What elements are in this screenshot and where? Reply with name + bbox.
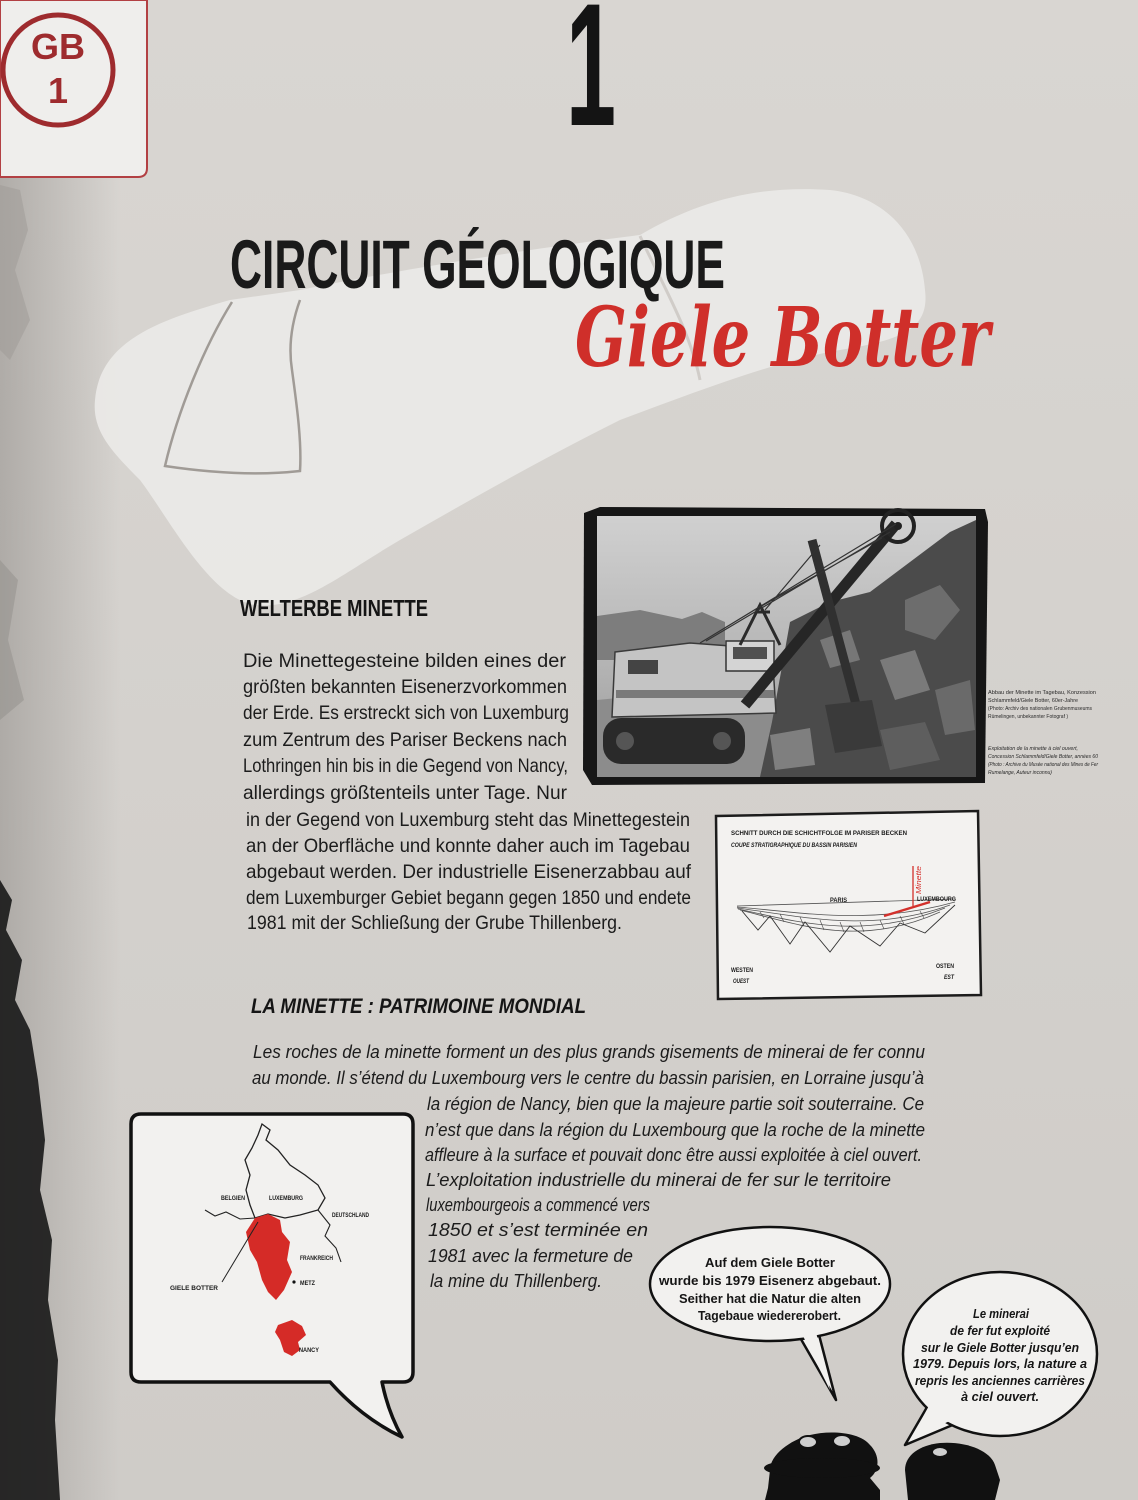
- paragraph-line: in der Gegend von Luxemburg steht das Minettegestein: [246, 809, 690, 831]
- bubble-line: Le minerai: [973, 1307, 1030, 1321]
- paragraph-line: L’exploitation industrielle du minerai de fer sur le territoire: [426, 1169, 891, 1190]
- bubble-line: repris les anciennes carrières: [915, 1374, 1086, 1388]
- paragraph-line: Lothringen hin bis in die Gegend von Nancy,: [243, 755, 568, 777]
- caption-line: Schlammfeld/Giele Botter, 60er-Jahre: [988, 698, 1078, 704]
- excavator-wheel: [616, 732, 634, 750]
- map-label-giele-botter: GIELE BOTTER: [170, 1286, 219, 1292]
- figure-left-hat-brim: [764, 1458, 880, 1478]
- paragraph-line: luxembourgeois a commencé vers: [426, 1194, 650, 1215]
- bubble-line: à ciel ouvert.: [961, 1390, 1039, 1404]
- paragraph-line: zum Zentrum des Pariser Beckens nach: [243, 729, 567, 751]
- badge-card: [0, 0, 147, 177]
- paragraph-line: 1981 avec la fermeture de: [428, 1245, 633, 1266]
- paragraph-line: affleure à la surface et pouvait donc être aussi exploitée à ciel ouvert.: [425, 1144, 922, 1165]
- caption-line: (Photo : Archive du Musée national des Mines de Fer: [988, 762, 1099, 768]
- stratigraphy-diagram: [716, 811, 981, 999]
- bubble-line: 1979. Depuis lors, la nature a: [913, 1357, 1088, 1371]
- west-label-de: WESTEN: [731, 967, 754, 974]
- caption-line: Exploitation de la minette à ciel ouvert,: [988, 746, 1078, 752]
- section-heading-fr: LA MINETTE : PATRIMOINE MONDIAL: [251, 995, 586, 1018]
- map-label-belgien: BELGIEN: [221, 1196, 245, 1202]
- bubble-line: Auf dem Giele Botter: [705, 1256, 836, 1270]
- badge-code: GB: [31, 26, 85, 67]
- figure-left-goggle: [833, 1435, 851, 1447]
- paragraph-line: au monde. Il s’étend du Luxembourg vers le centre du bassin parisien, en Lorraine jusqu’à: [252, 1067, 924, 1088]
- excavator-cab-window: [733, 647, 767, 659]
- paragraph-line: abgebaut werden. Der industrielle Eisenerzabbau auf: [246, 861, 692, 883]
- title-script: Giele Botter: [575, 290, 995, 386]
- figure-right-goggle: [932, 1447, 948, 1457]
- bubble-line: Tagebaue wiedererobert.: [698, 1309, 841, 1323]
- east-label-fr: EST: [944, 974, 956, 981]
- minette-label: Minette: [916, 871, 923, 894]
- excavator-window: [628, 660, 658, 674]
- title-main: CIRCUIT GÉOLOGIQUE: [230, 226, 725, 303]
- paragraph-line: la région de Nancy, bien que la majeure partie soit souterraine. Ce: [427, 1093, 924, 1114]
- caption-line: Rümelingen, unbekannter Fotograf ): [988, 714, 1069, 720]
- luxembourg-label: LUXEMBOURG: [917, 896, 957, 903]
- paris-label: PARIS: [830, 897, 847, 904]
- paragraph-line: n’est que dans la région du Luxembourg que la roche de la minette: [425, 1119, 925, 1140]
- paragraph-line: 1981 mit der Schließung der Grube Thillenberg.: [247, 912, 622, 934]
- excavator-wheel: [713, 732, 731, 750]
- paragraph-line: dem Luxemburger Gebiet begann gegen 1850 und endete: [246, 887, 691, 909]
- excavator-pulley-hub: [894, 522, 902, 530]
- west-label-fr: OUEST: [733, 978, 750, 985]
- map-label-frankreich: FRANKREICH: [300, 1256, 333, 1262]
- section-heading-de: WELTERBE MINETTE: [240, 595, 428, 621]
- paragraph-line: allerdings größtenteils unter Tage. Nur: [243, 782, 568, 804]
- east-label-de: OSTEN: [936, 963, 955, 970]
- metz-dot: [292, 1280, 295, 1283]
- map-label-luxemburg: LUXEMBURG: [269, 1196, 304, 1202]
- bubble-line: sur le Giele Botter jusqu’en: [921, 1341, 1080, 1355]
- bubble-line: Seither hat die Natur die alten: [679, 1292, 861, 1306]
- paragraph-line: Die Minettegesteine bilden eines der: [243, 650, 567, 672]
- caption-line: Concession Schlammfeld/Giele Botter, années 60: [988, 754, 1099, 760]
- paragraph-line: der Erde. Es erstreckt sich von Luxemburg: [243, 702, 569, 724]
- paragraph-line: 1850 et s’est terminée en: [428, 1219, 648, 1240]
- panel-number: 1: [566, 0, 616, 163]
- paragraph-line: größten bekannten Eisenerzvorkommen: [243, 676, 567, 698]
- excavator-bucket: [825, 700, 882, 753]
- map-label-deutschland: DEUTSCHLAND: [332, 1213, 370, 1219]
- diagram-title-fr: COUPE STRATIGRAPHIQUE DU BASSIN PARISIEN: [731, 842, 858, 849]
- caption-line: Rumelange, Auteur inconnu): [988, 770, 1053, 776]
- bubble-line: de fer fut exploité: [950, 1324, 1051, 1338]
- excavator-photo: [583, 507, 988, 785]
- map-label-metz: METZ: [300, 1281, 316, 1287]
- photo-rock: [770, 728, 815, 770]
- figure-left-goggle: [799, 1436, 817, 1448]
- paragraph-line: an der Oberfläche und konnte daher auch im Tagebau: [246, 835, 690, 857]
- paragraph-line: la mine du Thillenberg.: [430, 1270, 602, 1291]
- caption-line: (Photo: Archiv des nationalen Grubenmuseums: [988, 706, 1093, 712]
- bubble-line: wurde bis 1979 Eisenerz abgebaut.: [657, 1274, 881, 1288]
- badge-number: 1: [47, 70, 69, 111]
- diagram-title-de: SCHNITT DURCH DIE SCHICHTFOLGE IM PARISER BECKEN: [731, 830, 908, 837]
- paragraph-line: Les roches de la minette forment un des plus grands gisements de minerai de fer connu: [253, 1041, 925, 1062]
- map-label-nancy: NANCY: [299, 1348, 319, 1354]
- caption-line: Abbau der Minette im Tagebau, Konzession: [988, 690, 1096, 696]
